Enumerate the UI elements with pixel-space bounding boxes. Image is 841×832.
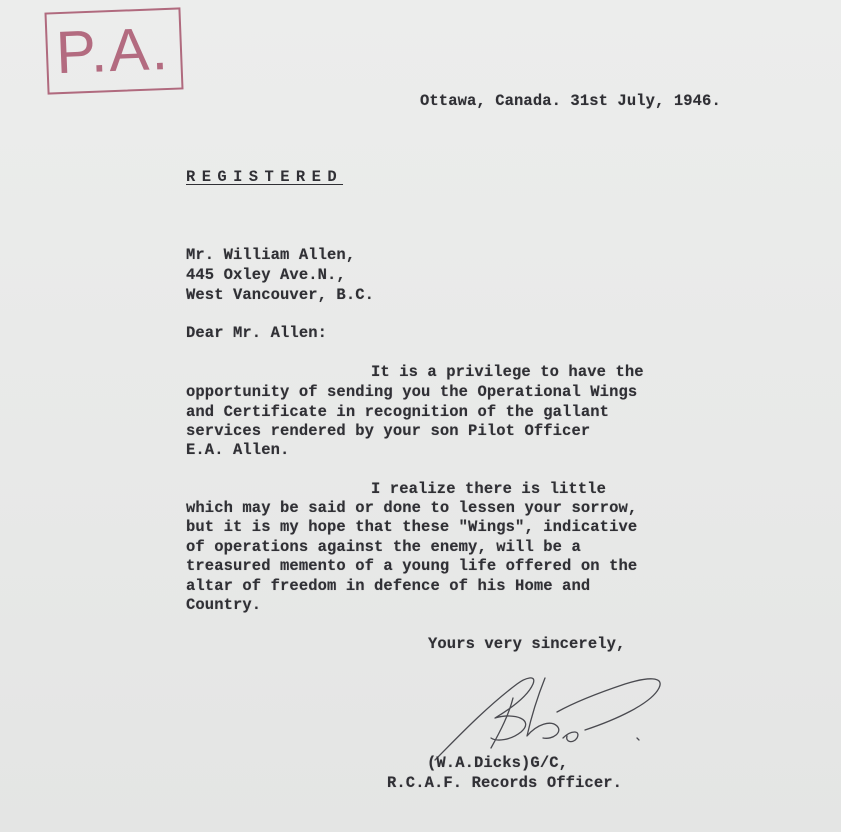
- salutation: Dear Mr. Allen:: [186, 324, 328, 342]
- paragraph-2-line: I realize there is little: [371, 480, 607, 498]
- paragraph-1-line: E.A. Allen.: [186, 441, 290, 459]
- registered-heading: REGISTERED: [186, 168, 344, 186]
- paragraph-2-line: Country.: [186, 596, 262, 614]
- paragraph-2-line: altar of freedom in defence of his Home and: [186, 577, 591, 595]
- paragraph-2-line: treasured memento of a young life offered on the: [186, 557, 638, 575]
- paragraph-1-line: It is a privilege to have the: [371, 363, 644, 381]
- recipient-name: Mr. William Allen,: [186, 246, 356, 264]
- pa-stamp: [44, 7, 183, 94]
- signatory-name: (W.A.Dicks)G/C,: [427, 754, 569, 772]
- paragraph-1-line: and Certificate in recognition of the gallant: [186, 403, 610, 421]
- recipient-street: 445 Oxley Ave.N.,: [186, 266, 346, 284]
- paragraph-1-line: services rendered by your son Pilot Officer: [186, 422, 591, 440]
- paragraph-2-line: of operations against the enemy, will be a: [186, 538, 581, 556]
- recipient-city: West Vancouver, B.C.: [186, 286, 375, 304]
- paragraph-2-line: but it is my hope that these "Wings", indicative: [186, 518, 638, 536]
- paragraph-1-line: opportunity of sending you the Operational Wings: [186, 383, 638, 401]
- signatory-title: R.C.A.F. Records Officer.: [387, 774, 623, 792]
- date-line: Ottawa, Canada. 31st July, 1946.: [420, 92, 721, 110]
- closing: Yours very sincerely,: [428, 635, 626, 653]
- paragraph-2-line: which may be said or done to lessen your sorrow,: [186, 499, 638, 517]
- handwritten-signature: [425, 668, 670, 768]
- stamp-text: P.A.: [54, 14, 171, 87]
